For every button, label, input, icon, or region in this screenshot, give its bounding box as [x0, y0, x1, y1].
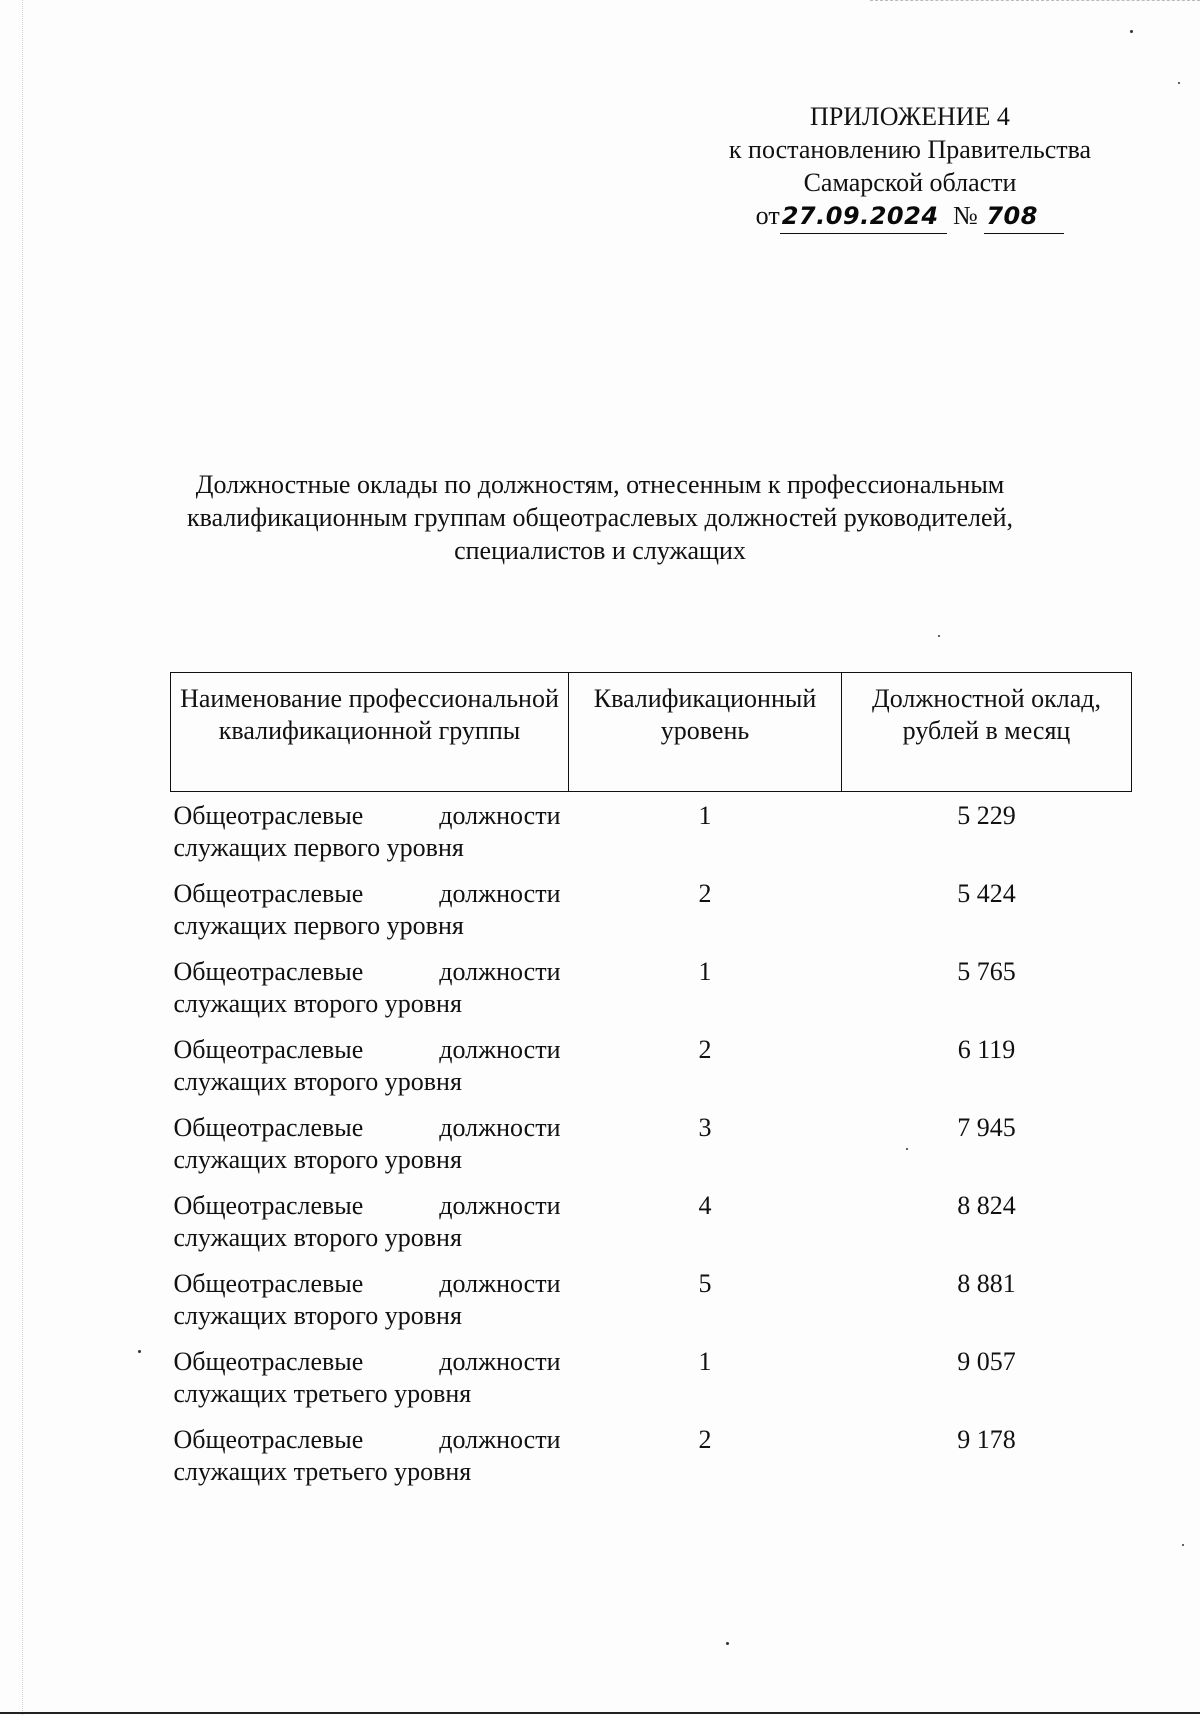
- row-level: 4: [698, 1190, 712, 1220]
- row-level: 2: [698, 1424, 712, 1454]
- header-group-name: Наименование профессиональной квалификационной группы: [171, 673, 569, 792]
- appendix-date-line: [700, 199, 1120, 234]
- row-salary: 7 945: [957, 1112, 1016, 1142]
- scan-speck: [1178, 82, 1180, 84]
- handwritten-date: 27.09.2024: [780, 200, 947, 234]
- table-row: [171, 870, 1132, 948]
- row-level: 2: [698, 1034, 712, 1064]
- table-row: [171, 1026, 1132, 1104]
- row-level: 1: [698, 801, 712, 830]
- table-row: [171, 948, 1132, 1026]
- row-salary: 6 119: [957, 1034, 1016, 1064]
- table-row: [171, 1416, 1132, 1494]
- appendix-region-line: Самарской области: [803, 168, 1017, 197]
- scan-speck: [1182, 1544, 1184, 1546]
- row-group-name: Общеотраслевые должности служащих второго уровня: [173, 956, 561, 1018]
- title-line-3: специалистов и служащих: [454, 536, 746, 565]
- title-line-1: Должностные оклады по должностям, отнесенным к профессиональным: [195, 470, 1005, 499]
- appendix-resolution-line: к постановлению Правительства: [728, 135, 1092, 164]
- row-salary: 5 424: [957, 878, 1016, 908]
- appendix-heading: ПРИЛОЖЕНИЕ 4: [810, 102, 1010, 131]
- row-salary: 9 057: [957, 1346, 1016, 1376]
- row-level: 5: [698, 1268, 712, 1298]
- row-salary: 9 178: [957, 1424, 1016, 1454]
- table-row: [171, 1104, 1132, 1182]
- scan-speck: [138, 1350, 141, 1353]
- scan-edge-top: [870, 0, 1200, 1]
- scan-edge-bottom: [0, 1712, 1200, 1714]
- row-salary: 5 765: [957, 956, 1016, 986]
- row-group-name: Общеотраслевые должности служащих второго уровня: [173, 1190, 561, 1252]
- number-label: №: [953, 201, 978, 230]
- table-header-row: [171, 673, 1132, 792]
- table-row: [171, 1182, 1132, 1260]
- handwritten-number: 708: [984, 200, 1064, 234]
- row-level: 1: [698, 1346, 712, 1376]
- table-row: [171, 1260, 1132, 1338]
- table-row: [171, 1338, 1132, 1416]
- header-qualification-level: Квалификационный уровень: [569, 673, 842, 792]
- row-group-name: Общеотраслевые должности служащих третьего уровня: [173, 1424, 561, 1486]
- scan-speck: [726, 1642, 729, 1645]
- scan-speck: [1130, 30, 1133, 33]
- row-group-name: Общеотраслевые должности служащих второго уровня: [173, 1034, 561, 1096]
- salary-table: [170, 672, 1132, 1494]
- row-salary: 5 229: [957, 801, 1016, 830]
- scan-speck: [906, 1148, 908, 1150]
- header-salary: Должностной оклад, рублей в месяц: [842, 673, 1132, 792]
- row-group-name: Общеотраслевые должности служащих второго уровня: [173, 1112, 561, 1174]
- scan-speck: [938, 635, 940, 637]
- row-salary: 8 881: [957, 1268, 1016, 1298]
- row-group-name: Общеотраслевые должности служащих второго уровня: [173, 1268, 561, 1330]
- document-title: [160, 468, 1040, 567]
- row-group-name: Общеотраслевые должности служащих первого уровня: [173, 878, 561, 940]
- from-label: от: [755, 201, 780, 230]
- row-group-name: Общеотраслевые должности служащих первого уровня: [173, 801, 561, 862]
- row-level: 3: [698, 1112, 712, 1142]
- salary-table-container: [170, 672, 1131, 1494]
- appendix-header: [700, 100, 1120, 234]
- row-salary: 8 824: [957, 1190, 1016, 1220]
- scan-edge-left: [22, 0, 23, 1715]
- row-level: 2: [698, 878, 712, 908]
- row-group-name: Общеотраслевые должности служащих третьего уровня: [173, 1346, 561, 1408]
- row-level: 1: [698, 956, 712, 986]
- title-line-2: квалификационным группам общеотраслевых должностей руководителей,: [187, 503, 1013, 532]
- table-row: [171, 792, 1132, 870]
